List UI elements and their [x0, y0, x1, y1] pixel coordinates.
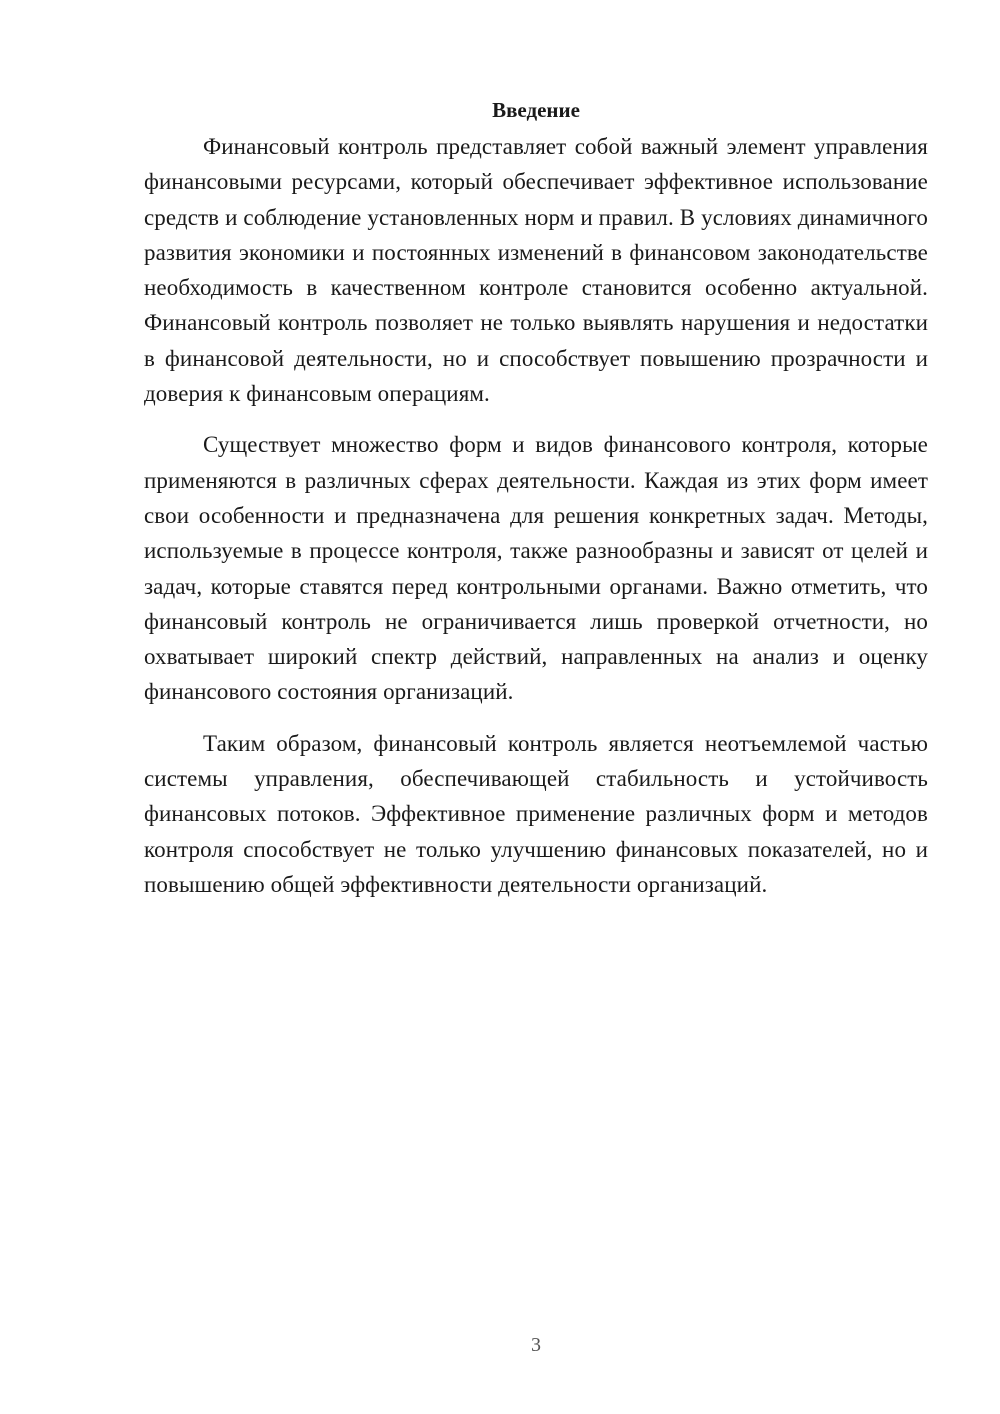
- paragraph-2: Существует множество форм и видов финансового контроля, которые применяются в различных сферах деятельности. Каждая из этих форм имеет свои особенности и предназначена для решения конкретных задач. Методы, используемые в процессе контроля, также разнообразны и зависят от целей и задач, которые ставятся перед контрольными органами. Важно отметить, что финансовый контроль не ограничивается лишь проверкой отчетности, но охватывает широкий спектр действий, направленных на анализ и оценку финансового состояния организаций.: [144, 432, 928, 705]
- section-title: Введение: [492, 98, 580, 122]
- paragraph-1: Финансовый контроль представляет собой важный элемент управления финансовыми ресурсами, который обеспечивает эффективное использование средств и соблюдение установленных норм и правил. В условиях динамичного развития экономики и постоянных изменений в финансовом законодательстве необходимость в качественном контроле становится особенно актуальной. Финансовый контроль позволяет не только выявлять нарушения и недостатки в финансовой деятельности, но и способствует повышению прозрачности и доверия к финансовым операциям.: [144, 134, 928, 407]
- page-number: 3: [531, 1334, 541, 1356]
- paragraph-3: Таким образом, финансовый контроль является неотъемлемой частью системы управления, обеспечивающей стабильность и устойчивость финансовых потоков. Эффективное применение различных форм и методов контроля способствует не только улучшению финансовых показателей, но и повышению общей эффективности деятельности организаций.: [144, 730, 928, 897]
- page-content: [144, 95, 928, 918]
